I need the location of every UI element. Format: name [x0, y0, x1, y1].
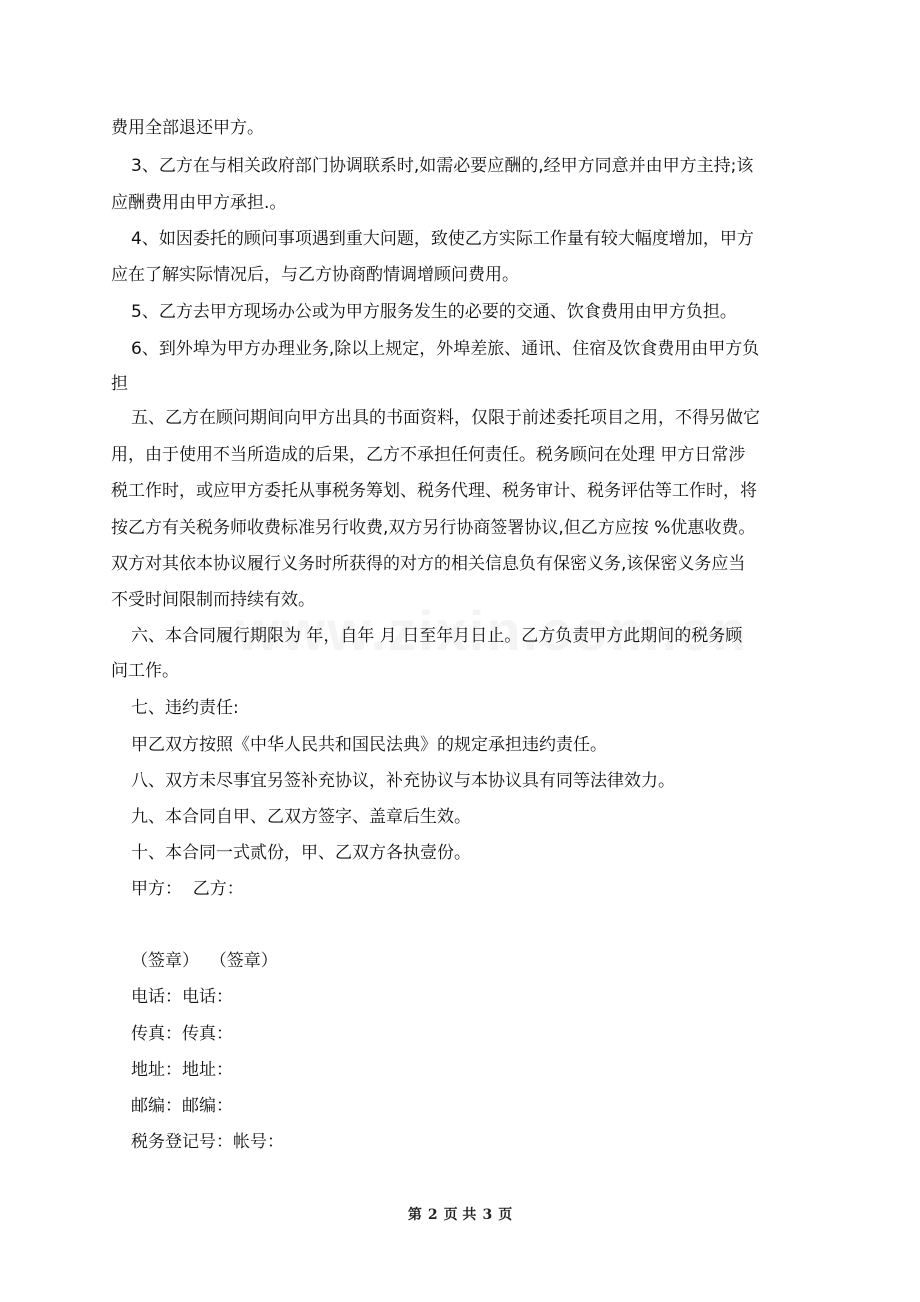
footer-current-page: 2 — [427, 1207, 438, 1223]
paragraph-line: 七、违约责任: — [131, 698, 239, 718]
paragraph-line: 九、本合同自甲、乙双方签字、盖章后生效。 — [131, 807, 471, 827]
signature-parties: 甲方： 乙方： — [131, 879, 244, 899]
paragraph-line: 十、本合同一式贰份，甲、乙双方各执壹份。 — [131, 843, 471, 863]
paragraph-line: 税工作时，或应甲方委托从事税务筹划、税务代理、税务审计、税务评估等工作时，将 — [111, 481, 757, 501]
paragraph-line: 应在了解实际情况后，与乙方协商酌情调增顾问费用。 — [111, 265, 519, 285]
paragraph-line: 3、乙方在与相关政府部门协调联系时,如需必要应酬的,经甲方同意并由甲方主持;该 — [131, 156, 754, 176]
contact-postcode: 邮编：邮编： — [131, 1096, 233, 1116]
paragraph-line: 按乙方有关税务师收费标准另行收费,双方另行协商签署协议,但乙方应按 %优惠收费。 — [111, 518, 756, 538]
paragraph-line: 八、双方未尽事宜另签补充协议，补充协议与本协议具有同等法律效力。 — [131, 771, 675, 791]
footer-total-pages: 3 — [482, 1207, 493, 1223]
page-footer — [0, 1204, 920, 1224]
paragraph-line: 5、乙方去甲方现场办公或为甲方服务发生的必要的交通、饮食费用由甲方负担。 — [131, 302, 737, 322]
paragraph-line: 费用全部退还甲方。 — [111, 118, 264, 138]
paragraph-line: 六、本合同履行期限为 年，自年 月 日至年月日止。乙方负责甲方此期间的税务顾 — [131, 626, 743, 646]
footer-middle: 页 共 — [443, 1207, 477, 1223]
contact-tax-account: 税务登记号：帐号： — [131, 1132, 284, 1152]
contact-phone: 电话：电话： — [131, 987, 233, 1007]
paragraph-line: 用，由于使用不当所造成的后果，乙方不承担任何责任。税务顾问在处理 甲方日常涉 — [111, 445, 746, 465]
paragraph-line: 问工作。 — [111, 661, 179, 681]
paragraph-line: 应酬费用由甲方承担.。 — [111, 193, 287, 213]
paragraph-line: 甲乙双方按照《中华人民共和国民法典》的规定承担违约责任。 — [131, 735, 607, 755]
footer-prefix: 第 — [407, 1207, 422, 1223]
contact-address: 地址：地址： — [131, 1060, 233, 1080]
contact-fax: 传真：传真： — [131, 1024, 233, 1044]
signature-seal: （签章） （签章） — [131, 951, 278, 971]
footer-suffix: 页 — [498, 1207, 513, 1223]
paragraph-line: 五、乙方在顾问期间向甲方出具的书面资料，仅限于前述委托项目之用，不得另做它 — [131, 408, 760, 428]
paragraph-line: 6、到外埠为甲方办理业务,除以上规定，外埠差旅、通讯、住宿及饮食费用由甲方负 — [131, 339, 760, 359]
paragraph-line: 双方对其依本协议履行义务时所获得的对方的相关信息负有保密义务,该保密义务应当 — [111, 554, 746, 574]
paragraph-line: 不受时间限制而持续有效。 — [111, 590, 315, 610]
paragraph-line: 担 — [111, 374, 128, 394]
paragraph-line: 4、如因委托的顾问事项遇到重大问题，致使乙方实际工作量有较大幅度增加，甲方 — [131, 229, 754, 249]
